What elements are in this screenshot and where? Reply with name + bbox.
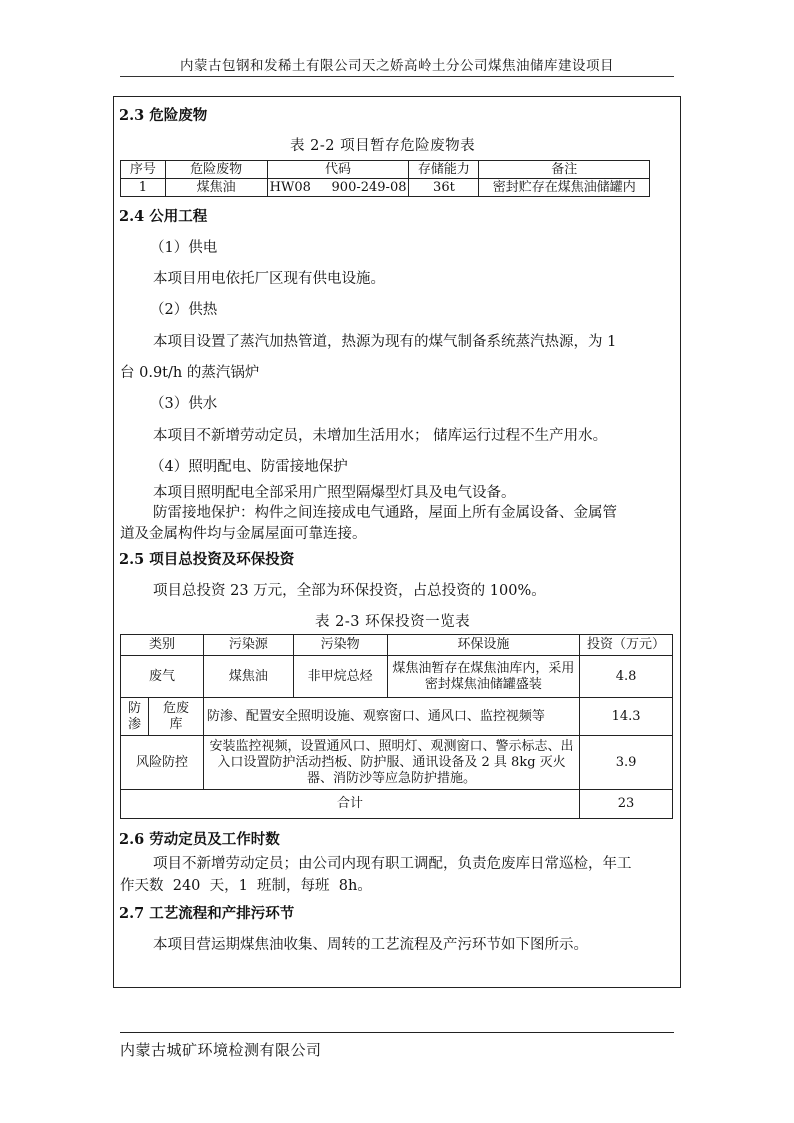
header-rule bbox=[120, 76, 674, 77]
lightning-protection-line2: 道及金属构件均与金属屋面可靠连接。 bbox=[120, 526, 367, 542]
water-supply-text: 本项目不新增劳动定员，未增加生活用水； 储库运行过程不生产用水。 bbox=[153, 428, 608, 444]
table-header-row bbox=[121, 635, 673, 656]
lightning-protection-line1: 防雷接地保护：构件之间连接成电气通路，屋面上所有金属设备、金属管 bbox=[153, 505, 617, 521]
section-2-3-heading: 2.3 危险废物 bbox=[119, 107, 208, 124]
cell-pollutant: 非甲烷总烃 bbox=[293, 656, 387, 698]
cell-investment: 4.8 bbox=[580, 656, 673, 698]
cell-category: 风险防控 bbox=[121, 736, 204, 790]
cell-code: HW08 900-249-08 bbox=[267, 179, 409, 197]
section-2-4-heading: 2.4 公用工程 bbox=[119, 208, 208, 225]
cell-facility: 安装监控视频，设置通风口、照明灯、观测窗口、警示标志、出入口设置防护活动挡板、防护服、通讯设备及 2 具 8kg 灭火器、消防沙等应急防护措施。 bbox=[203, 736, 579, 790]
hazardous-waste-table bbox=[120, 160, 650, 197]
process-text: 本项目营运期煤焦油收集、周转的工艺流程及产污环节如下图所示。 bbox=[153, 937, 588, 953]
page-header: 内蒙古包钢和发稀土有限公司天之娇高岭土分公司煤焦油储库建设项目 bbox=[180, 58, 614, 74]
table-total-row bbox=[121, 790, 673, 819]
col-header-pollutant: 污染物 bbox=[293, 635, 387, 656]
cell-category: 废气 bbox=[121, 656, 204, 698]
cell-investment: 3.9 bbox=[580, 736, 673, 790]
table-row bbox=[121, 656, 673, 698]
table-2-2-caption: 表 2-2 项目暂存危险废物表 bbox=[290, 138, 476, 154]
lighting-text: 本项目照明配电全部采用广照型隔爆型灯具及电气设备。 bbox=[153, 485, 516, 501]
cell-facility: 防渗、配置安全照明设施、观察窗口、通风口、监控视频等 bbox=[203, 698, 579, 736]
col-header-remark: 备注 bbox=[479, 161, 650, 179]
staffing-text-line1: 项目不新增劳动定员；由公司内现有职工调配，负责危废库日常巡检，年工 bbox=[153, 856, 632, 872]
col-header-waste: 危险废物 bbox=[165, 161, 267, 179]
col-header-no: 序号 bbox=[121, 161, 166, 179]
col-header-category: 类别 bbox=[121, 635, 204, 656]
table-header-row bbox=[121, 161, 650, 179]
cell-remark: 密封贮存在煤焦油储罐内 bbox=[479, 179, 650, 197]
table-row bbox=[121, 736, 673, 790]
cell-no: 1 bbox=[121, 179, 166, 197]
investment-text: 项目总投资 23 万元，全部为环保投资，占总投资的 100%。 bbox=[153, 583, 546, 599]
power-supply-text: 本项目用电依托厂区现有供电设施。 bbox=[153, 271, 385, 287]
section-2-7-heading: 2.7 工艺流程和产排污环节 bbox=[119, 905, 295, 922]
lighting-title: （4）照明配电、防雷接地保护 bbox=[150, 459, 348, 475]
heat-supply-text-line1: 本项目设置了蒸汽加热管道，热源为现有的煤气制备系统蒸汽热源，为 1 bbox=[153, 334, 617, 350]
col-header-facility: 环保设施 bbox=[387, 635, 580, 656]
table-row bbox=[121, 698, 673, 736]
table-row bbox=[121, 179, 650, 197]
heat-supply-title: （2）供热 bbox=[150, 302, 218, 318]
footer-rule bbox=[120, 1032, 674, 1033]
cell-category-b: 危废库 bbox=[148, 698, 203, 736]
footer-company: 内蒙古城矿环境检测有限公司 bbox=[120, 1041, 322, 1059]
env-investment-table bbox=[120, 634, 673, 819]
section-2-6-heading: 2.6 劳动定员及工作时数 bbox=[119, 831, 280, 848]
section-2-5-heading: 2.5 项目总投资及环保投资 bbox=[119, 551, 295, 568]
power-supply-title: （1）供电 bbox=[150, 240, 218, 256]
cell-investment: 14.3 bbox=[580, 698, 673, 736]
cell-capacity: 36t bbox=[409, 179, 479, 197]
cell-total-label: 合计 bbox=[121, 790, 580, 819]
col-header-capacity: 存储能力 bbox=[409, 161, 479, 179]
cell-total-investment: 23 bbox=[580, 790, 673, 819]
cell-waste: 煤焦油 bbox=[165, 179, 267, 197]
col-header-investment: 投资（万元） bbox=[580, 635, 673, 656]
heat-supply-text-line2: 台 0.9t/h 的蒸汽锅炉 bbox=[120, 365, 260, 381]
staffing-text-line2: 作天数 240 天，1 班制，每班 8h。 bbox=[120, 878, 372, 894]
cell-category-a: 防渗 bbox=[121, 698, 149, 736]
col-header-source: 污染源 bbox=[203, 635, 293, 656]
col-header-code: 代码 bbox=[267, 161, 409, 179]
cell-source: 煤焦油 bbox=[203, 656, 293, 698]
water-supply-title: （3）供水 bbox=[150, 396, 218, 412]
cell-facility: 煤焦油暂存在煤焦油库内，采用密封煤焦油储罐盛装 bbox=[387, 656, 580, 698]
table-2-3-caption: 表 2-3 环保投资一览表 bbox=[315, 614, 471, 630]
